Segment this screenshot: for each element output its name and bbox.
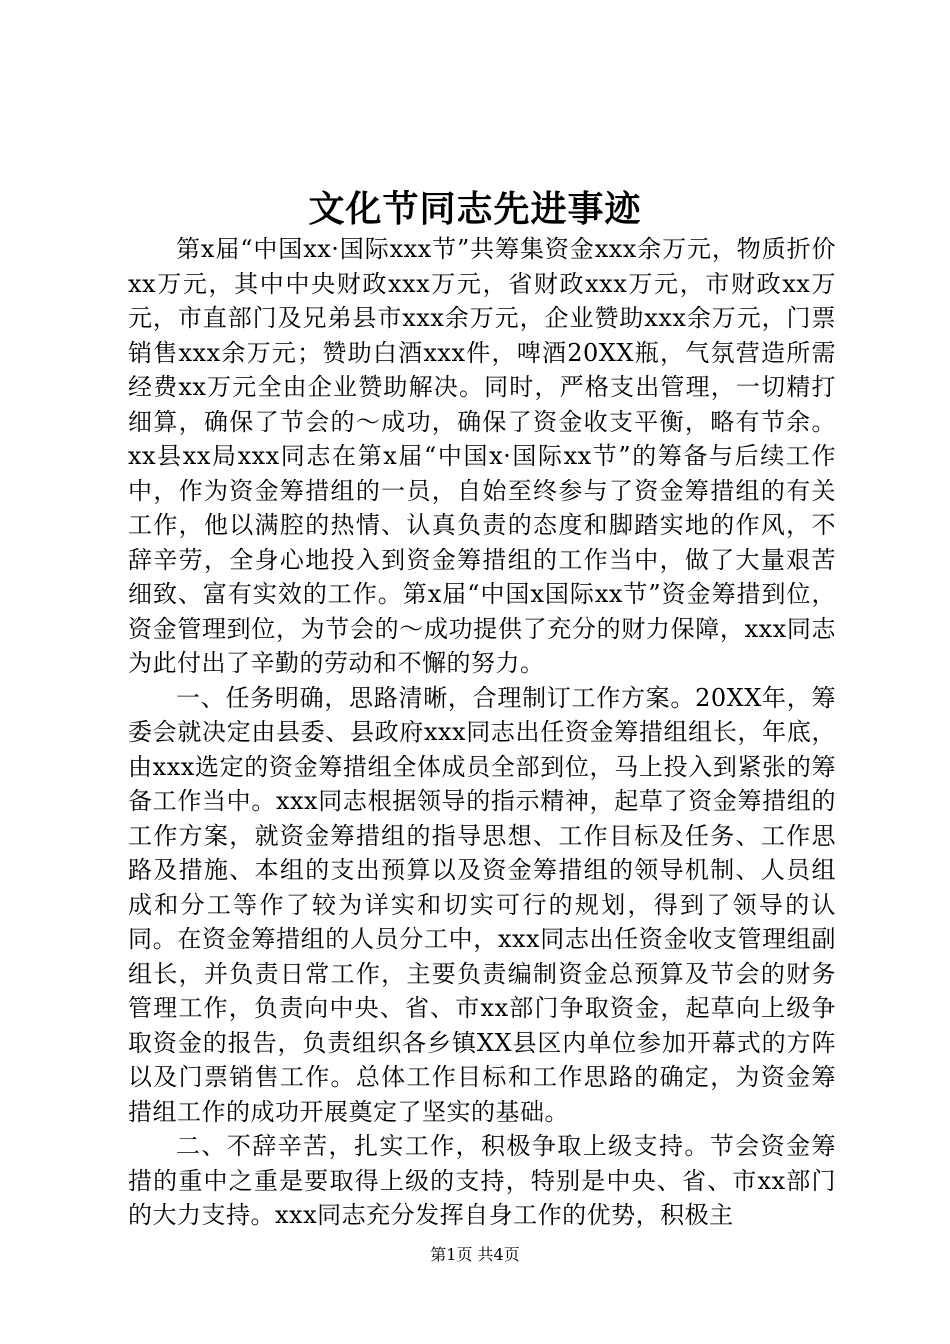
page-number-footer: 第1页 共4页 [430, 1245, 520, 1264]
body-paragraph: 第x届“中国xx·国际xxx节”共筹集资金xxx余万元，物质折价xx万元，其中中央财政xxx万元，省财政xxx万元，市财政xx万元，市直部门及兄弟县市xxx余万元，企业赞助xxx余万元，门票销售xxx余万元；赞助白酒xxx件，啤酒20XX瓶，气氛营造所需经费xx万元全由企业赞助解决。同时，严格支出管理，一切精打细算，确保了节会的～成功，确保了资金收支平衡，略有节余。xx县xx局xxx同志在第x届“中国x·国际xx节”的筹备与后续工作中，作为资金筹措组的一员，自始至终参与了资金筹措组的有关工作，他以满腔的热情、认真负责的态度和脚踏实地的作风，不辞辛劳，全身心地投入到资金筹措组的工作当中，做了大量艰苦细致、富有实效的工作。第x届“中国x国际xx节”资金筹措到位，资金管理到位，为节会的～成功提供了充分的财力保障，xxx同志为此付出了辛勤的劳动和不懈的努力。 [128, 235, 836, 677]
body-paragraph: 二、不辞辛苦，扎实工作，积极争取上级支持。节会资金筹措的重中之重是要取得上级的支持，特别是中央、省、市xx部门的大力支持。xxx同志充分发挥自身工作的优势，积极主 [128, 1132, 836, 1229]
document-body [128, 232, 836, 1233]
document-title: 文化节同志先进事迹 [308, 188, 642, 230]
body-paragraph: 一、任务明确，思路清晰，合理制订工作方案。20XX年，筹委会就决定由县委、县政府xxx同志出任资金筹措组组长，年底，由xxx选定的资金筹措组全体成员全部到位，马上投入到紧张的筹备工作当中。xxx同志根据领导的指示精神，起草了资金筹措组的工作方案，就资金筹措组的指导思想、工作目标及任务、工作思路及措施、本组的支出预算以及资金筹措组的领导机制、人员组成和分工等作了较为详实和切实可行的规划，得到了领导的认同。在资金筹措组的人员分工中，xxx同志出任资金收支管理组副组长，并负责日常工作，主要负责编制资金总预算及节会的财务管理工作，负责向中央、省、市xx部门争取资金，起草向上级争取资金的报告，负责组织各乡镇XX县区内单位参加开幕式的方阵以及门票销售工作。总体工作目标和工作思路的确定，为资金筹措组工作的成功开展奠定了坚实的基础。 [128, 683, 836, 1126]
